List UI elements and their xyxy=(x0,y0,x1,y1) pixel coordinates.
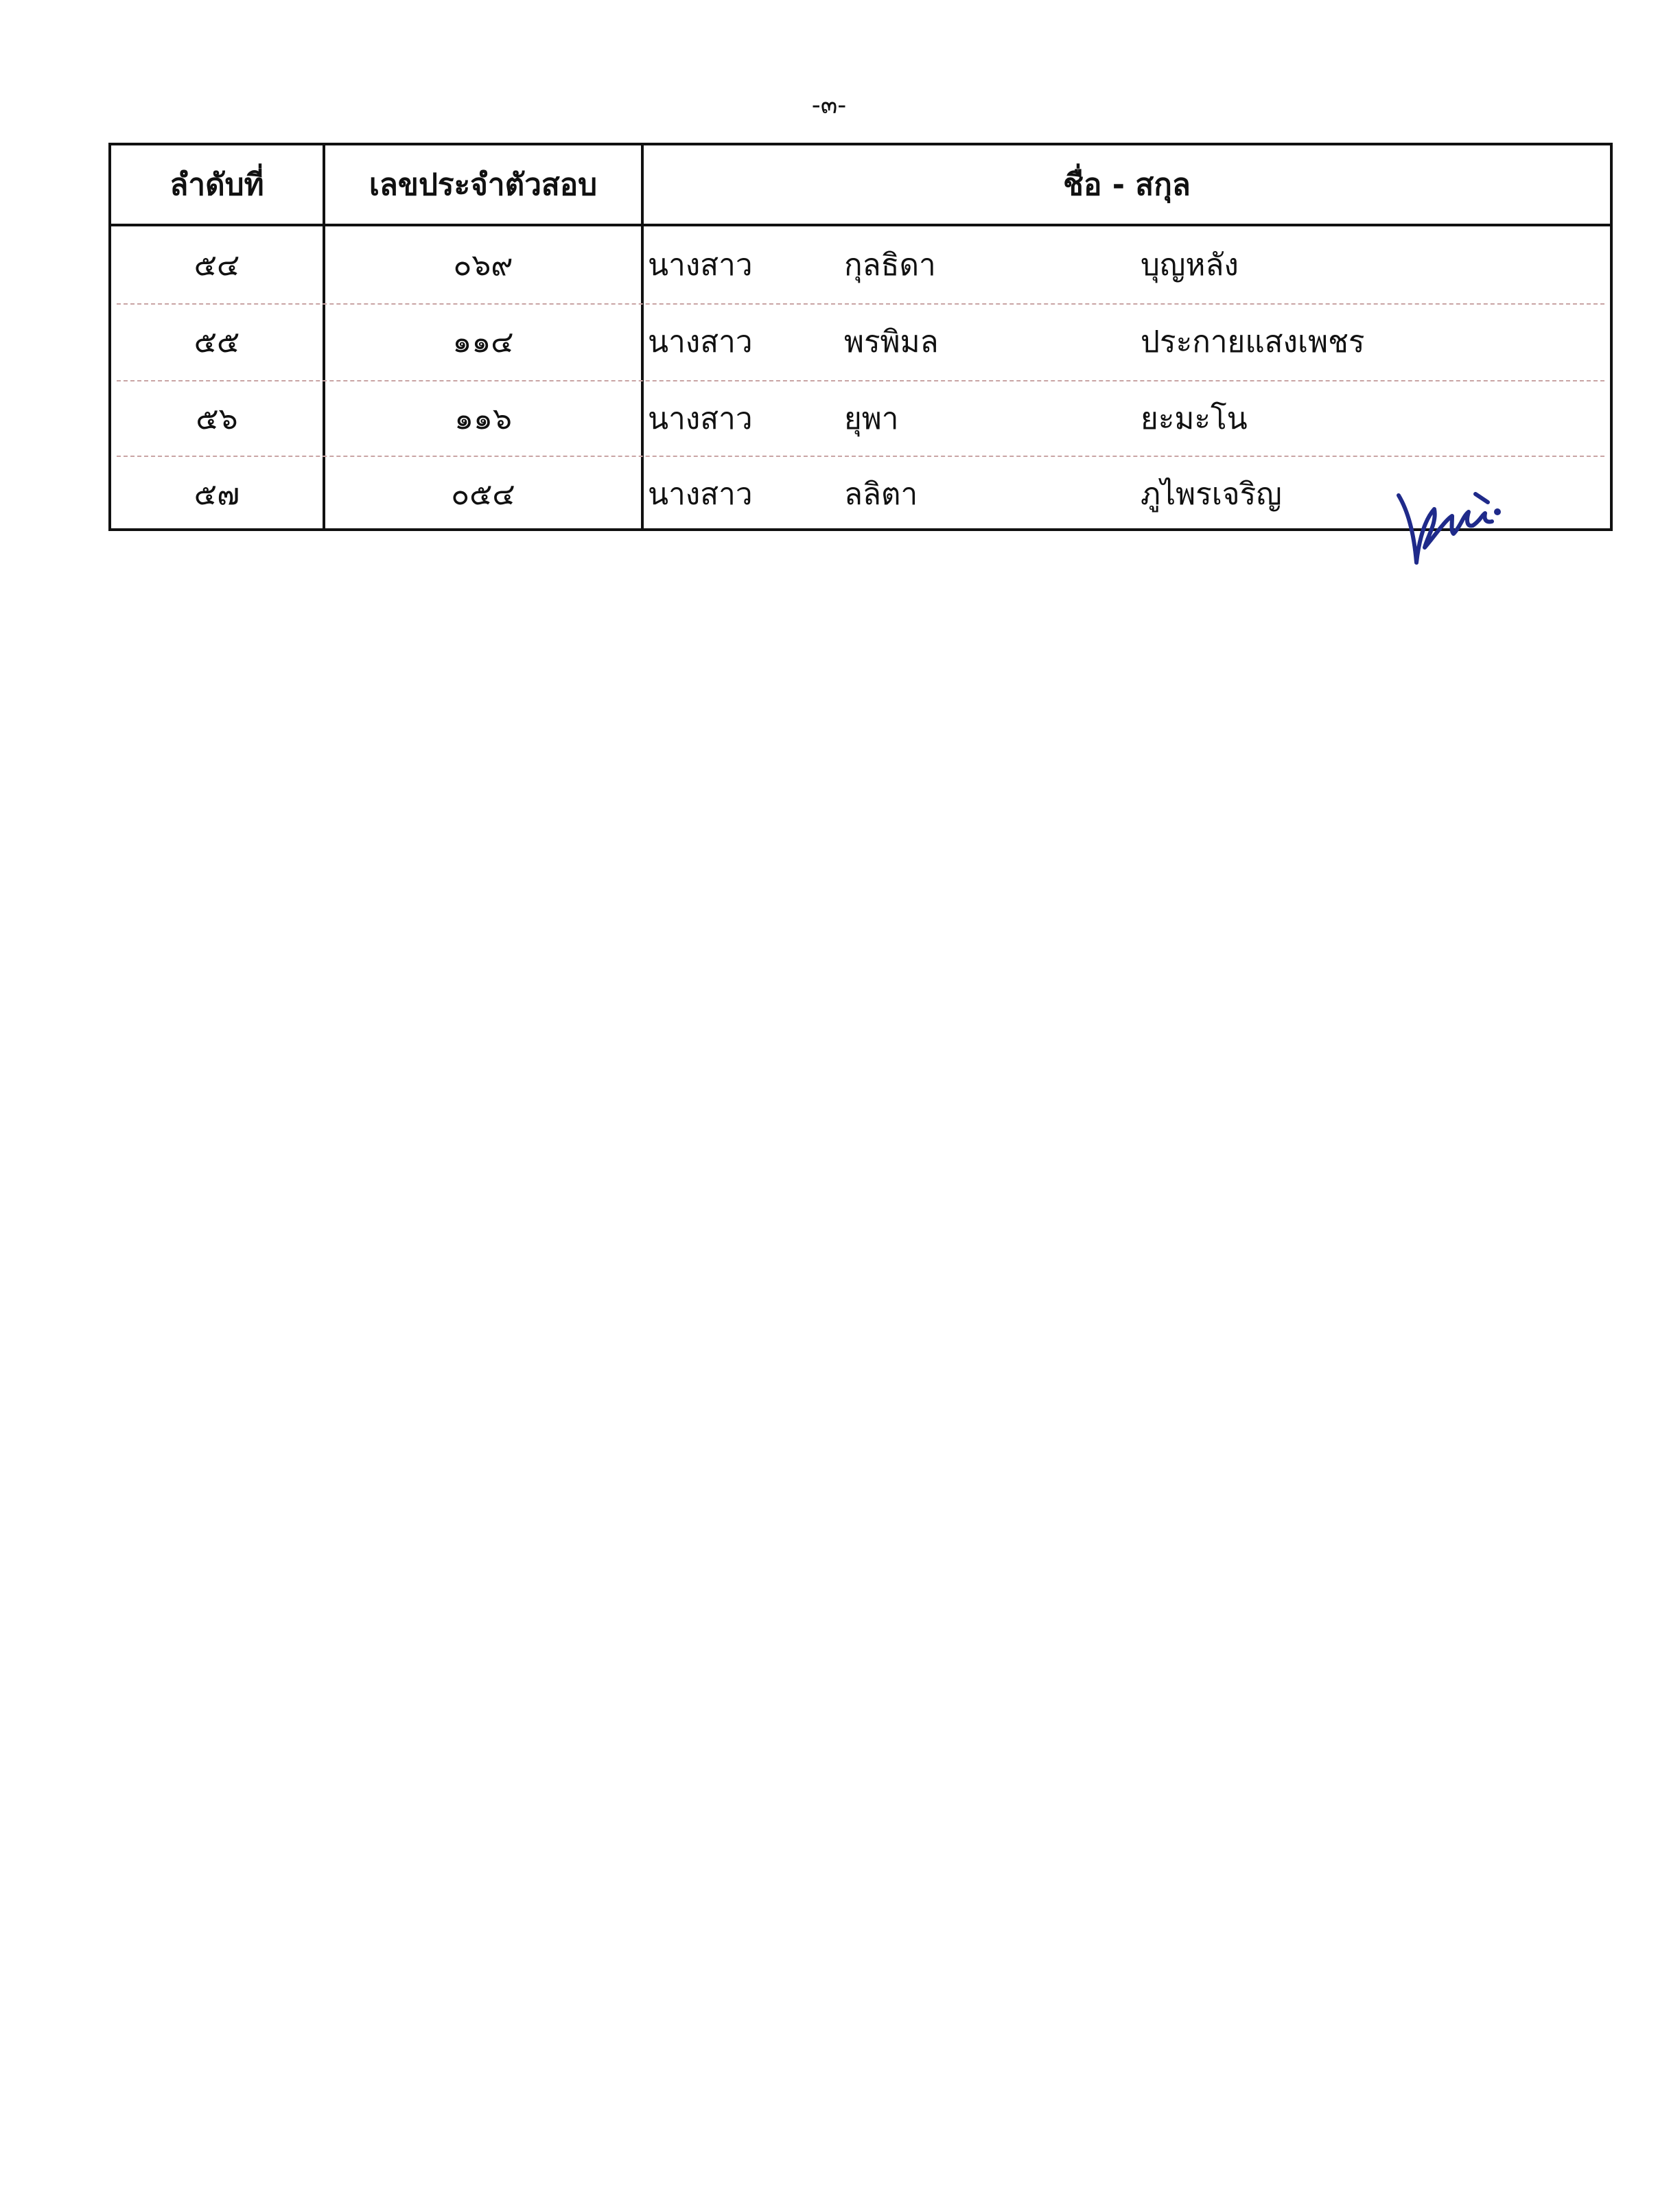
row-exam-id: ๑๑๖ xyxy=(454,401,512,436)
row-exam-id: ๐๕๔ xyxy=(451,477,515,512)
row-title: นางสาว xyxy=(648,248,753,283)
table-header-row xyxy=(111,145,1610,226)
header-exam-id: เลขประจำตัวสอบ xyxy=(369,167,598,202)
signature-mark xyxy=(1475,494,1488,502)
signature-image xyxy=(1386,482,1510,578)
row-title: นางสาว xyxy=(648,401,753,436)
signature-stroke xyxy=(1399,495,1492,563)
row-last-name: ประกายแสงเพชร xyxy=(1141,325,1365,360)
row-exam-id: ๐๖๙ xyxy=(453,248,513,283)
table-row xyxy=(111,380,1610,457)
signature-dot xyxy=(1494,508,1501,515)
header-sequence: ลำดับที่ xyxy=(170,167,264,202)
candidate-table xyxy=(108,143,1613,531)
row-first-name: ยุพา xyxy=(844,401,899,436)
row-title: นางสาว xyxy=(648,477,753,512)
page-number: -๓- xyxy=(811,91,847,119)
table-row xyxy=(111,303,1610,380)
row-first-name: กุลธิดา xyxy=(844,248,936,283)
row-last-name: ยะมะโน xyxy=(1141,401,1248,436)
row-last-name: บุญหลัง xyxy=(1141,248,1239,283)
row-sequence: ๕๗ xyxy=(194,477,240,512)
row-sequence: ๕๕ xyxy=(194,325,240,360)
row-sequence: ๕๔ xyxy=(194,248,240,283)
table-row xyxy=(111,226,1610,303)
row-first-name: ลลิตา xyxy=(844,477,918,512)
row-sequence: ๕๖ xyxy=(196,401,238,436)
row-first-name: พรพิมล xyxy=(844,325,939,360)
table-row xyxy=(111,456,1610,532)
row-title: นางสาว xyxy=(648,325,753,360)
row-exam-id: ๑๑๔ xyxy=(452,325,514,360)
row-last-name: ภูไพรเจริญ xyxy=(1141,477,1282,512)
header-full-name: ชื่อ - สกุล xyxy=(1063,167,1191,202)
